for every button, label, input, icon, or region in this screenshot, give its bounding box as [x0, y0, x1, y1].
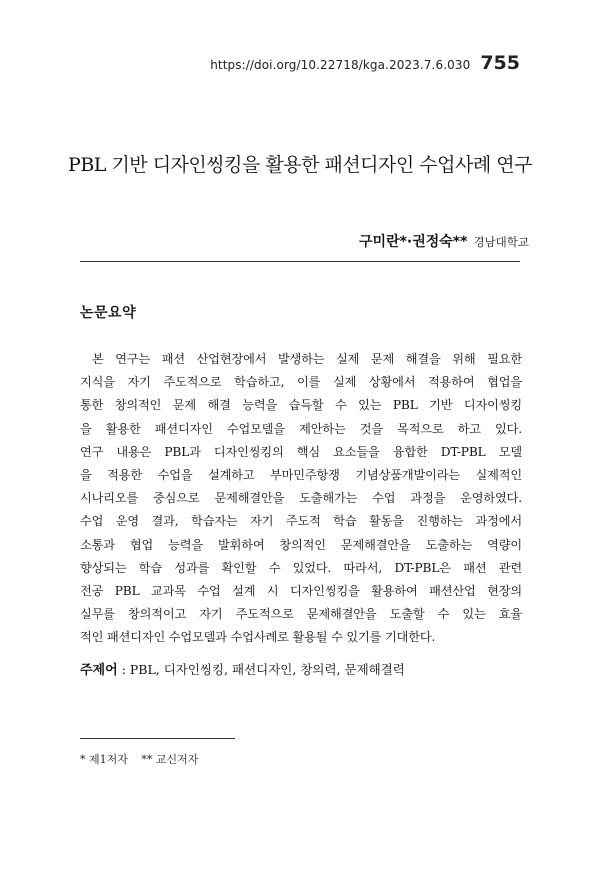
abstract-line: 실무를 창의적이고 자기 주도적으로 문제해결안을 도출할 수 있는 효율	[80, 607, 522, 622]
author-names: 구미란*·권정숙**	[359, 234, 468, 250]
abstract-heading: 논문요약	[80, 305, 137, 321]
abstract-line: 본 연구는 패션 산업현장에서 발생하는 실제 문제 해결을 위해 필요한	[92, 352, 522, 366]
footnote-divider	[80, 738, 235, 739]
abstract-line: 소통과 협업 능력을 발휘하여 창의적인 문제해결안을 도출하는 역량이	[80, 537, 522, 552]
footnote-first-author: * 제1저자	[80, 753, 128, 766]
keywords	[80, 659, 405, 678]
abstract-line: 지식을 자기 주도적으로 학습하고, 이를 실제 상황에서 적용하여 협업을	[80, 375, 522, 390]
title-divider	[80, 261, 520, 262]
abstract-line: 향상되는 학습 성과를 확인할 수 있었다. 따라서, DT-PBL은 패션 관련	[80, 560, 522, 575]
author-line	[359, 231, 529, 251]
abstract-body	[80, 348, 522, 650]
abstract-line: 통한 창의적인 문제 해결 능력을 습득할 수 있는 PBL 기반 디자이씽킹	[80, 398, 522, 413]
abstract-line: 을 적용한 수업을 설계하고 부마민주항쟁 기념상품개발이라는 실제적인	[80, 468, 522, 483]
abstract-line: 연구 내용은 PBL과 디자인씽킹의 핵심 요소들을 융합한 DT-PBL 모델	[80, 444, 522, 459]
page-number: 755	[480, 52, 520, 74]
footnotes	[80, 751, 208, 767]
doi-link[interactable]: https://doi.org/10.22718/kga.2023.7.6.030	[210, 58, 471, 72]
abstract-line: 전공 PBL 교과목 수업 설계 시 디자인씽킹을 활용하여 패션산업 현장의	[80, 584, 522, 599]
abstract-line: 시나리오를 중심으로 문제해결안을 도출해가는 수업 과정을 운영하였다.	[80, 491, 522, 506]
abstract-line: 적인 패션디자인 수업모델과 수업사례로 활용될 수 있기를 기대한다.	[80, 630, 436, 645]
keywords-label: 주제어	[80, 663, 118, 678]
keywords-text: : PBL, 디자인씽킹, 패션디자인, 창의력, 문제해결력	[117, 662, 405, 677]
footnote-corresponding-author: ** 교신저자	[141, 753, 199, 766]
abstract-line: 을 활용한 패션디자인 수업모델을 제안하는 것을 목적으로 하고 있다.	[80, 421, 522, 436]
abstract-line: 수업 운영 결과, 학습자는 자기 주도적 학습 활동을 진행하는 과정에서	[80, 514, 522, 529]
paper-title: PBL 기반 디자인씽킹을 활용한 패션디자인 수업사례 연구	[68, 154, 532, 176]
page-header	[210, 52, 520, 74]
author-affiliation: 경남대학교	[473, 235, 529, 249]
